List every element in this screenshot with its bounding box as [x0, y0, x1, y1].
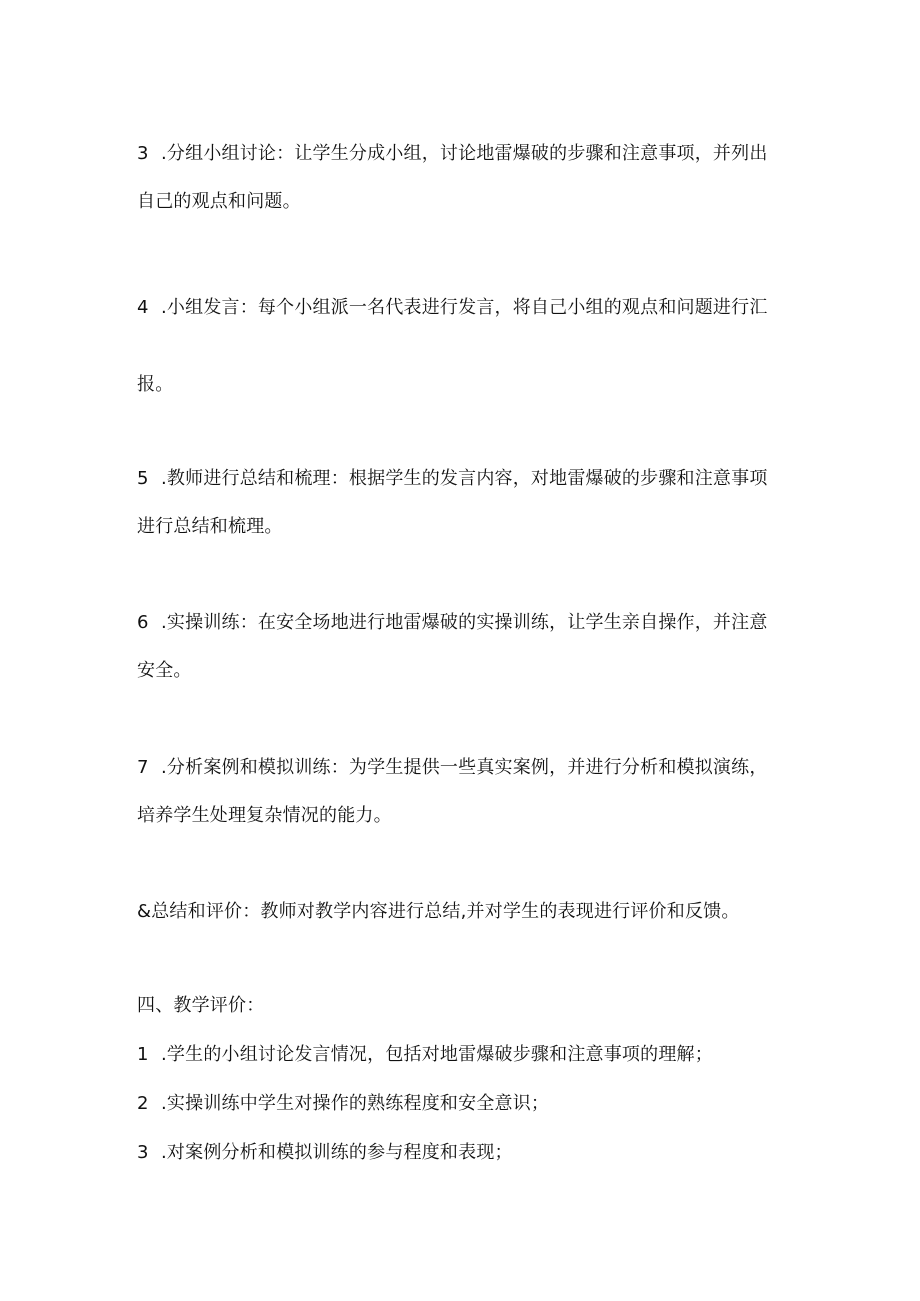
step-5-line-2: 进行总结和梳理。 — [137, 516, 283, 537]
step-3-line-1 — [137, 142, 768, 166]
step-5-line-1 — [137, 467, 768, 491]
item-text: .对案例分析和模拟训练的参与程度和表现； — [161, 1142, 513, 1163]
step-6-line-1 — [137, 611, 768, 635]
step-number: 6 — [137, 612, 149, 633]
item-text: .学生的小组讨论发言情况，包括对地雷爆破步骤和注意事项的理解； — [161, 1044, 713, 1065]
step-number: 4 — [137, 297, 149, 318]
item-number: 2 — [137, 1093, 149, 1114]
item-number: 3 — [137, 1142, 149, 1163]
step-7-line-2: 培养学生处理复杂情况的能力。 — [137, 805, 392, 826]
evaluation-item-3 — [137, 1141, 513, 1165]
step-number: 5 — [137, 468, 149, 489]
section-heading: 四、教学评价： — [137, 995, 265, 1016]
evaluation-item-1 — [137, 1043, 713, 1067]
item-text: .实操训练中学生对操作的熟练程度和安全意识； — [161, 1093, 550, 1114]
step-number: 7 — [137, 757, 149, 778]
step-7-line-1 — [137, 756, 768, 780]
item-number: 1 — [137, 1044, 149, 1065]
step-text: .实操训练：在安全场地进行地雷爆破的实操训练，让学生亲自操作，并注意 — [161, 612, 768, 633]
step-text: .教师进行总结和梳理：根据学生的发言内容，对地雷爆破的步骤和注意事项 — [161, 468, 768, 489]
evaluation-item-2 — [137, 1092, 549, 1116]
step-8-line: &总结和评价：教师对教学内容进行总结,并对学生的表现进行评价和反馈。 — [137, 901, 740, 922]
step-4-line-1 — [137, 296, 768, 320]
step-4-line-2: 报。 — [137, 374, 174, 395]
step-text: .分析案例和模拟训练：为学生提供一些真实案例，并进行分析和模拟演练， — [161, 757, 768, 778]
step-text: .分组小组讨论：让学生分成小组，讨论地雷爆破的步骤和注意事项，并列出 — [161, 143, 768, 164]
step-text: .小组发言：每个小组派一名代表进行发言，将自己小组的观点和问题进行汇 — [161, 297, 768, 318]
step-3-line-2: 自己的观点和问题。 — [137, 191, 301, 212]
step-number: 3 — [137, 143, 149, 164]
step-6-line-2: 安全。 — [137, 660, 192, 681]
